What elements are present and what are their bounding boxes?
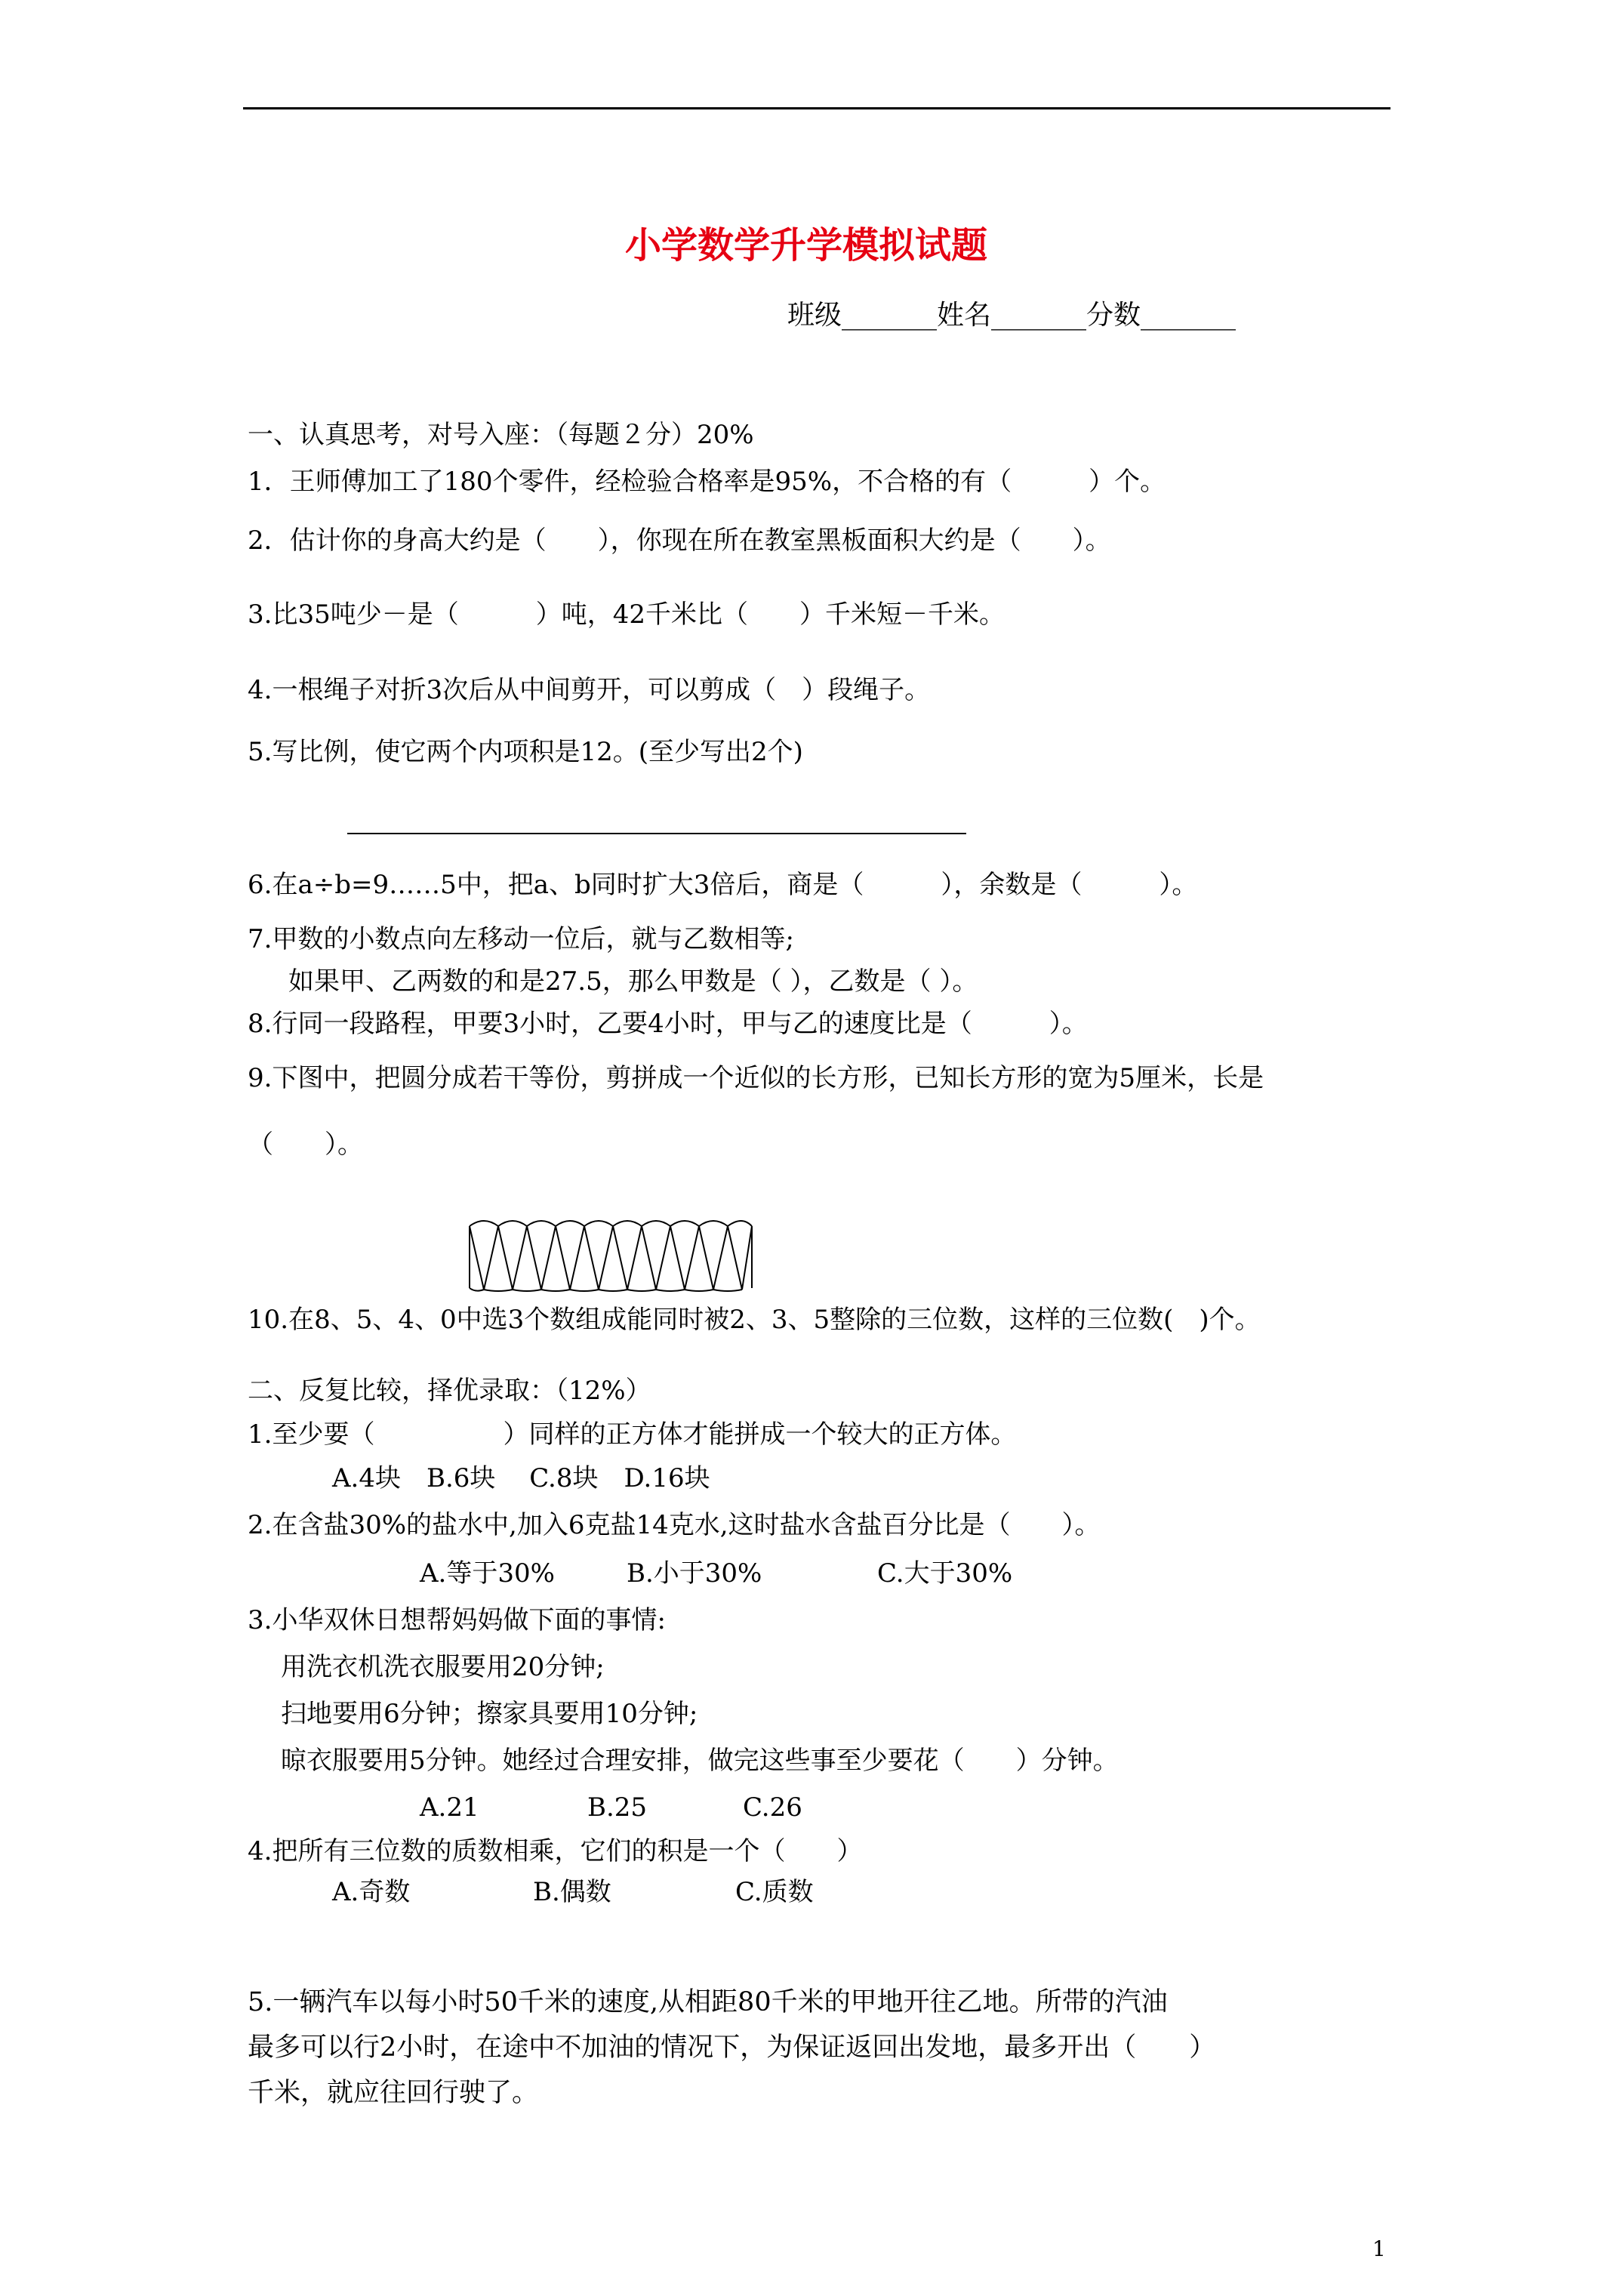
question-2-2-option-c: C.大于30%	[877, 1558, 1013, 1589]
question-2-3-option-b: B.25	[587, 1792, 648, 1823]
question-2-3-line-3: 晾衣服要用5分钟。她经过合理安排，做完这些事至少要花（ ）分钟。	[281, 1746, 1119, 1776]
question-2-3-line-1: 用洗衣机洗衣服要用20分钟;	[281, 1652, 605, 1682]
question-2-3-option-c: C.26	[743, 1792, 802, 1823]
question-2-3-option-a: A.21	[420, 1792, 479, 1823]
question-2-2-option-a: A.等于30%	[420, 1558, 555, 1589]
question-1-1: 1．王师傅加工了180个零件，经检验合格率是95%，不合格的有（ ）个。	[248, 467, 1166, 497]
question-1-3: 3.比35吨少－是（ ）吨，42千米比（ ）千米短－千米。	[248, 599, 1005, 630]
question-1-2: 2．估计你的身高大约是（ ），你现在所在教室黑板面积大约是（ ）。	[248, 525, 1111, 556]
question-2-2-option-b: B.小于30%	[627, 1558, 762, 1589]
question-2-4: 4.把所有三位数的质数相乘，它们的积是一个（ ）	[248, 1836, 863, 1866]
question-2-3-line-2: 扫地要用6分钟；擦家具要用10分钟;	[281, 1699, 698, 1729]
question-2-4-option-a: A.奇数	[332, 1877, 411, 1907]
question-1-4: 4.一根绳子对折3次后从中间剪开，可以剪成（ ）段绳子。	[248, 675, 931, 705]
student-info-line: 班级_______姓名_______分数_______	[787, 300, 1236, 331]
question-2-2: 2.在含盐30%的盐水中,加入6克盐14克水,这时盐水含盐百分比是（ ）。	[248, 1510, 1101, 1540]
header-rule	[243, 107, 1390, 109]
question-2-5-line-1: 5.一辆汽车以每小时50千米的速度,从相距80千米的甲地开往乙地。所带的汽油	[248, 1987, 1168, 2017]
question-1-9-cont: （ ）。	[248, 1130, 363, 1160]
question-1-9: 9.下图中，把圆分成若干等份，剪拼成一个近似的长方形，已知长方形的宽为5厘米，长是	[248, 1063, 1264, 1093]
section2-heading: 二、反复比较，择优录取：（12%）	[248, 1376, 651, 1406]
question-1-8: 8.行同一段路程，甲要3小时，乙要4小时，甲与乙的速度比是（ ）。	[248, 1009, 1088, 1039]
question-1-6: 6.在a÷b=9……5中，把a、b同时扩大3倍后，商是（ ），余数是（ ）。	[248, 870, 1198, 900]
question-2-5-line-2: 最多可以行2小时，在途中不加油的情况下，为保证返回出发地，最多开出（ ）	[248, 2032, 1216, 2063]
question-2-1: 1.至少要（ ）同样的正方体才能拼成一个较大的正方体。	[248, 1419, 1017, 1450]
question-1-10: 10.在8、5、4、0中选3个数组成能同时被2、3、5整除的三位数，这样的三位数( )个。	[248, 1305, 1261, 1335]
answer-blank-line	[347, 833, 966, 834]
section1-heading: 一、认真思考，对号入座：（每题２分）20%	[248, 420, 754, 450]
page-number: 1	[1372, 2236, 1386, 2261]
page-title: 小学数学升学模拟试题	[625, 224, 988, 267]
question-2-5-line-3: 千米，就应往回行驶了。	[248, 2078, 539, 2108]
sector-rectangle-figure	[467, 1216, 755, 1293]
question-1-7: 7.甲数的小数点向左移动一位后，就与乙数相等;	[248, 924, 794, 954]
question-2-4-option-b: B.偶数	[533, 1877, 611, 1907]
question-1-7-cont: 如果甲、乙两数的和是27.5，那么甲数是（ ），乙数是（ ）。	[288, 966, 978, 997]
question-1-5: 5.写比例，使它两个内项积是12。(至少写出2个)	[248, 737, 803, 767]
question-2-1-options: A.4块 B.6块 C.8块 D.16块	[332, 1463, 710, 1493]
question-2-4-option-c: C.质数	[735, 1877, 814, 1907]
question-2-3: 3.小华双休日想帮妈妈做下面的事情:	[248, 1605, 666, 1635]
